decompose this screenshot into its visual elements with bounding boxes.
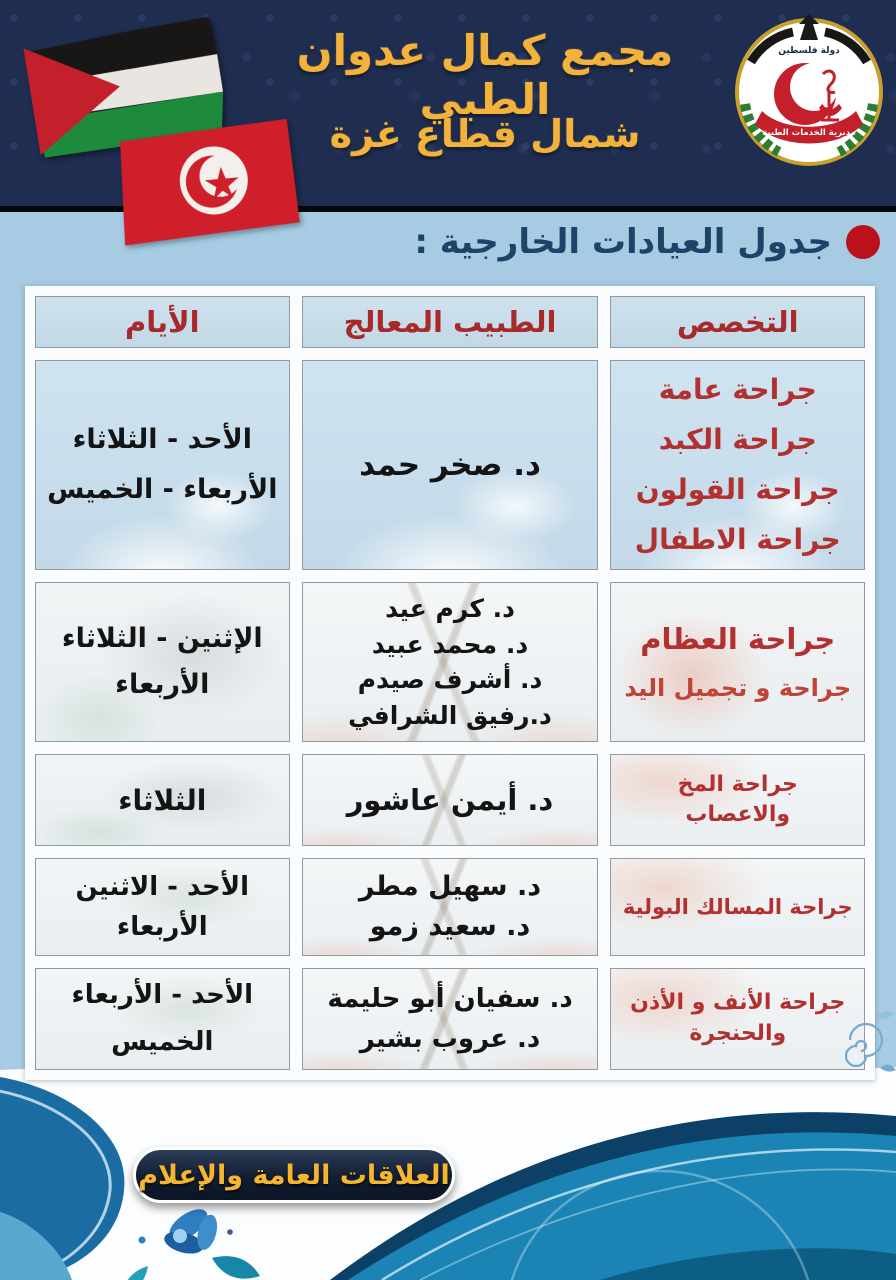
cell-specialty-line: جراحة و تجميل اليد — [624, 674, 852, 702]
cell-specialty-line: جراحة المسالك البولية — [622, 895, 853, 919]
cell-specialty — [610, 360, 865, 570]
cell-specialty-line: والحنجرة — [689, 1021, 787, 1046]
cell-days-line: الخميس — [111, 1027, 214, 1057]
cell-doctor-line: د. سهيل مطر — [358, 870, 542, 902]
cell-specialty — [610, 754, 865, 846]
red-bullet-icon — [846, 225, 880, 259]
cell-doctor-line: د. صخر حمد — [359, 447, 541, 483]
cell-days — [35, 968, 290, 1070]
cell-days-line: الأحد - الاثنين — [75, 871, 250, 902]
cell-days — [35, 360, 290, 570]
cell-specialty — [610, 968, 865, 1070]
logo-banner-text: مديرية الخدمات الطبية — [762, 128, 856, 138]
section-title: جدول العيادات الخارجية : — [414, 222, 832, 262]
cell-days-line: الأربعاء — [116, 912, 208, 942]
footer-badge — [133, 1147, 455, 1203]
cell-specialty-line: جراحة عامة — [658, 373, 817, 407]
cell-specialty-line: جراحة الكبد — [658, 423, 817, 457]
cell-doctor-line: د. محمد عبيد — [371, 629, 529, 659]
cell-days — [35, 582, 290, 742]
cell-specialty-line: جراحة القولون — [635, 473, 840, 506]
cell-days-line: الإثنين - الثلاثاء — [61, 623, 263, 655]
cell-days-line: الأحد - الأربعاء — [71, 980, 254, 1011]
swirl-decoration — [836, 1002, 896, 1080]
cell-specialty-line: والاعصاب — [685, 802, 791, 827]
cell-doctor — [302, 968, 599, 1070]
tunisia-flag-icon — [113, 116, 303, 249]
column-header-doctor: الطبيب المعالج — [302, 296, 599, 348]
cell-specialty-line: جراحة الاطفال — [634, 522, 841, 556]
cell-doctor — [302, 858, 599, 956]
cell-doctor-line: د. سعيد زمو — [369, 911, 531, 942]
hospital-subtitle: شمال قطاع غزة — [329, 112, 641, 156]
cell-days-line: الأربعاء — [115, 669, 210, 700]
cell-specialty — [610, 582, 865, 742]
cell-doctor — [302, 360, 599, 570]
cell-doctor-line: د. كرم عيد — [385, 594, 515, 623]
cell-doctor-line: د. عروب بشير — [359, 1024, 541, 1054]
cell-days-line: الأربعاء - الخميس — [47, 474, 278, 505]
column-header-specialty: التخصص — [610, 296, 865, 348]
cell-doctor — [302, 582, 599, 742]
clinics-table — [25, 286, 875, 1080]
cell-doctor-line: د. أشرف صيدم — [357, 665, 543, 694]
footer-badge-label: العلاقات العامة والإعلام — [138, 1159, 450, 1191]
cell-days — [35, 754, 290, 846]
cell-days-line: الأحد - الثلاثاء — [72, 424, 252, 456]
cell-specialty-line: جراحة المخ — [677, 772, 798, 798]
section-title-row — [414, 222, 880, 262]
hospital-title: مجمع كمال عدوان الطبي — [296, 26, 674, 124]
medical-directorate-logo — [733, 8, 885, 166]
column-header-days: الأيام — [35, 296, 290, 348]
cell-doctor — [302, 754, 599, 846]
cell-doctor-line: د. سفيان أبو حليمة — [327, 983, 573, 1014]
cell-specialty-line: جراحة العظام — [640, 622, 836, 656]
cell-doctor-line: د. أيمن عاشور — [346, 783, 554, 817]
cell-days-line: الثلاثاء — [118, 783, 207, 817]
cell-days — [35, 858, 290, 956]
logo-country-text: دولة فلسطين — [778, 46, 840, 56]
cell-specialty-line: جراحة الأنف و الأذن — [630, 990, 846, 1016]
cell-doctor-line: د.رفيق الشرافي — [348, 700, 552, 730]
cell-specialty — [610, 858, 865, 956]
